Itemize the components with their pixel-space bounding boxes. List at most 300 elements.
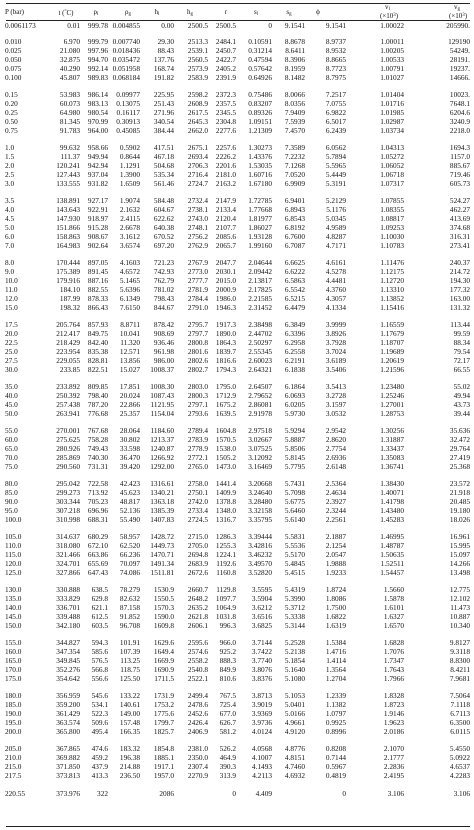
- table-cell: 198.32: [59, 302, 80, 312]
- table-cell: 1.53035: [248, 160, 272, 170]
- table-cell: 2693.4: [187, 151, 208, 161]
- table-cell: 65.0: [5, 443, 18, 453]
- table-cell: 1.38430: [380, 479, 404, 488]
- table-cell: 2706.3: [187, 160, 208, 170]
- table-cell: 621.1: [91, 602, 108, 612]
- table-cell: 91.783: [59, 125, 80, 135]
- table-cell: 3.46232: [248, 549, 272, 559]
- table-cell: 1.1382: [325, 699, 346, 709]
- table-cell: 2606.1: [187, 620, 208, 630]
- column-header-superscript: 3: [462, 13, 465, 18]
- table-cell: 585.6: [91, 646, 108, 656]
- table-cell: 5.9294: [284, 426, 305, 435]
- table-cell: 1731.9: [153, 691, 174, 700]
- table-cell: 2.0186: [383, 726, 404, 736]
- table-cell: 2705.0: [187, 540, 208, 550]
- table-cell: 4.6572: [119, 266, 140, 276]
- table-cell: 6.1864: [284, 382, 305, 391]
- table-cell: 1.02987: [380, 116, 404, 126]
- table-cell: 1816.6: [215, 355, 236, 365]
- table-cell: 1946.3: [215, 302, 236, 312]
- table-cell: 603.5: [91, 620, 108, 630]
- table-cell: 8.1482: [284, 72, 305, 82]
- table-cell: 2163.2: [215, 178, 236, 188]
- table-cell: 3.0: [5, 178, 15, 188]
- table-cell: 1511.81: [150, 567, 174, 577]
- table-cell: 32.875: [59, 54, 80, 64]
- table-cell: 725.4: [219, 699, 236, 709]
- table-cell: 0.30913: [116, 116, 140, 126]
- table-cell: 2762.9: [187, 240, 208, 250]
- table-cell: 184.10: [59, 284, 80, 294]
- table-row: [0, 180, 474, 189]
- table-cell: 8.1959: [284, 63, 305, 73]
- table-cell: 0.75: [5, 125, 18, 135]
- table-cell: 160.0: [5, 646, 22, 656]
- table-cell: 75.0: [5, 461, 18, 471]
- table-cell: 3.9369: [251, 708, 272, 718]
- table-cell: 307.218: [56, 505, 80, 515]
- table-cell: 212.417: [56, 328, 80, 338]
- table-cell: 2047.7: [215, 258, 236, 267]
- table-cell: 697.20: [153, 240, 174, 250]
- table-cell: 127.443: [56, 169, 80, 179]
- table-cell: 6.0: [5, 231, 15, 241]
- table-cell: 72.17: [453, 355, 470, 365]
- table-cell: 1694.3: [449, 143, 470, 152]
- table-cell: 170.444: [56, 258, 80, 267]
- table-cell: 1570.3: [153, 602, 174, 612]
- table-cell: 1.8328: [383, 691, 404, 700]
- table-cell: 2.4195: [383, 770, 404, 780]
- table-cell: 87.158: [119, 602, 140, 612]
- table-cell: 1.00011: [380, 37, 404, 46]
- table-cell: 220.55: [5, 789, 26, 798]
- table-cell: 2.64507: [248, 382, 272, 391]
- table-cell: 1.43376: [248, 151, 272, 161]
- table-cell: 4.0: [5, 204, 15, 214]
- table-cell: 878.42: [153, 320, 174, 329]
- table-cell: 356.959: [56, 691, 80, 700]
- table-cell: 50.0: [5, 408, 18, 418]
- table-cell: 270.001: [56, 426, 80, 435]
- table-cell: 5.3712: [284, 602, 305, 612]
- table-cell: 437.9: [91, 761, 108, 771]
- table-cell: 4.409: [255, 789, 272, 798]
- table-cell: 2758.0: [187, 479, 208, 488]
- table-cell: 215.0: [5, 761, 22, 771]
- table-cell: 13.498: [449, 567, 470, 577]
- table-cell: 303.344: [56, 496, 80, 506]
- table-cell: 275.625: [56, 434, 80, 444]
- table-cell: 2345.5: [215, 107, 236, 117]
- table-cell: 35.636: [449, 426, 470, 435]
- table-cell: 2.17825: [248, 284, 272, 294]
- table-cell: 125.0: [5, 567, 22, 577]
- table-cell: 54249.: [449, 45, 470, 55]
- table-cell: 5.2129: [325, 196, 346, 205]
- table-cell: 605.73: [449, 178, 470, 188]
- column-header-subscript: g: [190, 12, 193, 17]
- table-cell: 986.00: [153, 355, 174, 365]
- column-header: [58, 9, 73, 17]
- table-cell: 229.055: [56, 355, 80, 365]
- table-cell: 1629.6: [153, 638, 174, 647]
- table-cell: 5.0922: [449, 752, 470, 762]
- table-cell: 80.0: [5, 479, 18, 488]
- table-cell: 2672.6: [187, 567, 208, 577]
- table-cell: 55.02: [453, 382, 470, 391]
- row-group: [0, 427, 474, 472]
- column-header-label: s: [253, 8, 257, 16]
- table-cell: 363.574: [56, 717, 80, 727]
- table-cell: 133.22: [119, 691, 140, 700]
- table-cell: 2573.9: [187, 63, 208, 73]
- table-cell: 0.64926: [248, 72, 272, 82]
- table-cell: 2797.1: [187, 399, 208, 409]
- column-header-suffix: ): [395, 12, 399, 20]
- table-cell: 170.0: [5, 664, 22, 674]
- table-cell: 15.0: [5, 302, 18, 312]
- table-cell: 1712.9: [215, 390, 236, 400]
- table-cell: 942.94: [87, 160, 108, 170]
- table-cell: 8.0: [5, 258, 15, 267]
- row-group: [0, 745, 474, 781]
- table-cell: 1530.9: [153, 585, 174, 594]
- table-cell: 1266.92: [150, 452, 174, 462]
- table-cell: 90.0: [5, 496, 18, 506]
- table-cell: 2.5: [5, 169, 15, 179]
- table-cell: 2789.4: [187, 426, 208, 435]
- table-cell: 149.00: [119, 708, 140, 718]
- table-cell: 62.520: [119, 540, 140, 550]
- table-cell: 214.88: [119, 761, 140, 771]
- table-cell: 822.51: [87, 364, 108, 374]
- table-cell: 20.0: [5, 328, 18, 338]
- table-cell: 74.086: [119, 567, 140, 577]
- table-cell: 556.6: [91, 673, 108, 683]
- column-header-suffix: C): [66, 9, 74, 17]
- table-cell: 70.0: [5, 452, 18, 462]
- table-cell: 373.813: [56, 770, 80, 780]
- table-cell: 45.807: [59, 72, 80, 82]
- column-header: [316, 9, 320, 16]
- table-cell: 2.13817: [248, 275, 272, 285]
- table-cell: 60.073: [59, 98, 80, 108]
- table-cell: 6.6625: [284, 258, 305, 267]
- table-cell: 95.0: [5, 505, 18, 515]
- table-cell: 99.59: [453, 328, 470, 338]
- table-cell: 2783.9: [187, 434, 208, 444]
- table-cell: 1.01985: [380, 107, 404, 117]
- table-cell: 1609.8: [153, 620, 174, 630]
- table-cell: 1799.7: [153, 717, 174, 727]
- table-cell: 2675.1: [187, 143, 208, 152]
- column-header: [187, 9, 193, 18]
- column-header: [449, 12, 467, 20]
- table-cell: 5.4319: [284, 585, 305, 594]
- table-cell: 2499.4: [187, 691, 208, 700]
- table-cell: 2257.6: [215, 143, 236, 152]
- table-cell: 1.1291: [119, 160, 140, 170]
- table-cell: 5.3990: [284, 593, 305, 603]
- table-cell: 2085.6: [215, 231, 236, 241]
- table-cell: 1.6822: [325, 611, 346, 621]
- table-cell: 1491.34: [150, 558, 174, 568]
- table-cell: 11.0: [5, 284, 18, 294]
- row-group: [0, 692, 474, 737]
- column-header-label: ϕ: [316, 8, 320, 16]
- table-cell: 762.79: [153, 275, 174, 285]
- table-cell: 14.266: [449, 558, 470, 568]
- table-cell: 6.0115: [450, 726, 470, 736]
- table-cell: 2777.7: [187, 275, 208, 285]
- table-cell: 1.12175: [380, 266, 404, 276]
- table-cell: 781.02: [153, 284, 174, 294]
- table-cell: 2742.0: [187, 496, 208, 506]
- table-cell: 27.5: [5, 355, 18, 365]
- table-cell: 576.5: [91, 655, 108, 665]
- table-cell: 1.03734: [380, 125, 404, 135]
- table-cell: 2307.4: [187, 761, 208, 771]
- table-cell: 1.2704: [325, 673, 346, 683]
- table-cell: 1.7966: [383, 673, 404, 683]
- table-cell: 6.0562: [325, 143, 346, 152]
- table-cell: 1885.1: [153, 752, 174, 762]
- table-cell: 2797.7: [187, 328, 208, 338]
- table-cell: 798.43: [153, 293, 174, 303]
- table-cell: 271.96: [153, 107, 174, 117]
- table-cell: 5.1465: [119, 275, 140, 285]
- row-group: [0, 383, 474, 419]
- table-cell: 1.8086: [325, 593, 346, 603]
- table-cell: 35.0: [5, 382, 18, 391]
- table-cell: 5.8506: [284, 443, 305, 453]
- table-cell: 8.8678: [284, 37, 305, 46]
- table-cell: 2748.1: [187, 222, 208, 232]
- table-cell: 2406.9: [187, 726, 208, 736]
- table-cell: 52.136: [119, 505, 140, 515]
- table-cell: 997.96: [87, 45, 108, 55]
- table-cell: 359.200: [56, 699, 80, 709]
- table-cell: 713.92: [87, 487, 108, 497]
- table-cell: 342.180: [56, 620, 80, 630]
- table-cell: 6.1838: [284, 364, 305, 374]
- table-cell: 367.865: [56, 744, 80, 753]
- table-cell: 1669.9: [153, 655, 174, 665]
- table-cell: 663.86: [87, 549, 108, 559]
- table-cell: 0.25: [5, 107, 18, 117]
- table-cell: 194.30: [449, 275, 470, 285]
- table-cell: 280.926: [56, 443, 80, 453]
- table-cell: 1.40071: [380, 487, 404, 497]
- table-cell: 9.8127: [449, 638, 470, 647]
- table-cell: 719.46: [449, 169, 470, 179]
- table-cell: 1.30256: [380, 426, 404, 435]
- table-cell: 3.9999: [325, 320, 346, 329]
- table-cell: 1407.83: [150, 514, 174, 524]
- table-cell: 1.00205: [380, 45, 404, 55]
- table-cell: 1378.8: [215, 496, 236, 506]
- table-cell: 1.35083: [380, 452, 404, 462]
- column-header: [94, 9, 99, 18]
- table-cell: 1.0: [5, 143, 15, 152]
- table-cell: 5.6140: [284, 514, 305, 524]
- row-group: [0, 533, 474, 578]
- table-cell: 6.8192: [284, 222, 305, 232]
- table-cell: 6.2558: [284, 346, 305, 356]
- table-cell: 1087.43: [150, 390, 174, 400]
- table-cell: 5.3144: [284, 620, 305, 630]
- table-cell: 143.643: [56, 204, 80, 214]
- table-cell: 5.8145: [284, 452, 305, 462]
- table-cell: 1.11476: [380, 258, 404, 267]
- table-cell: 4.8776: [284, 744, 305, 753]
- table-cell: 5.0: [5, 222, 15, 232]
- table-cell: 151.866: [56, 222, 80, 232]
- table-cell: 105.0: [5, 532, 22, 541]
- table-cell: 236.50: [119, 770, 140, 780]
- table-cell: 7.5064: [449, 691, 470, 700]
- table-cell: 0.01: [67, 21, 80, 30]
- table-cell: 129190: [448, 37, 470, 46]
- table-cell: 250.392: [56, 390, 80, 400]
- table-cell: 0.15: [5, 90, 18, 99]
- table-cell: 3.5406: [325, 364, 346, 374]
- table-cell: 168.74: [153, 63, 174, 73]
- table-cell: 2558.2: [187, 655, 208, 665]
- table-cell: 810.6: [219, 673, 236, 683]
- table-cell: 2791.0: [187, 302, 208, 312]
- table-cell: 849.75: [87, 328, 108, 338]
- table-cell: 2773.0: [187, 266, 208, 276]
- table-cell: 120.241: [56, 160, 80, 170]
- table-cell: 6.3849: [284, 320, 305, 329]
- table-cell: 2724.5: [187, 514, 208, 524]
- table-cell: 3.9736: [251, 717, 272, 727]
- table-cell: 210.0: [5, 752, 22, 762]
- table-cell: 2.3927: [325, 496, 346, 506]
- table-cell: 842.40: [87, 337, 108, 347]
- table-cell: 964.00: [87, 125, 108, 135]
- table-cell: 4.1334: [325, 302, 346, 312]
- table-cell: 535.34: [153, 169, 174, 179]
- table-cell: 3.7144: [251, 638, 272, 647]
- table-cell: 3.02667: [248, 434, 272, 444]
- table-cell: 10.041: [119, 328, 140, 338]
- table-cell: 749.43: [87, 443, 108, 453]
- table-cell: 949.94: [87, 151, 108, 161]
- table-cell: 6.7087: [284, 240, 305, 250]
- table-cell: 21.918: [449, 487, 470, 497]
- table-cell: 5.4449: [325, 169, 346, 179]
- row-group: [0, 586, 474, 631]
- table-cell: 8.7975: [325, 72, 346, 82]
- table-cell: 3.28480: [248, 496, 272, 506]
- table-cell: 936.46: [153, 337, 174, 347]
- table-row: [0, 242, 474, 251]
- table-cell: 43.73: [453, 399, 470, 409]
- table-cell: 2.7754: [325, 443, 346, 453]
- table-cell: 3.8376: [251, 673, 272, 683]
- table-cell: 2218.0: [449, 125, 470, 135]
- table-cell: 2583.9: [187, 72, 208, 82]
- table-cell: 524.27: [449, 196, 470, 205]
- table-cell: 223.954: [56, 346, 80, 356]
- table-cell: 9.1541: [325, 21, 346, 30]
- table-cell: 1.60716: [248, 169, 272, 179]
- table-cell: 918.97: [87, 213, 108, 223]
- table-cell: 989.83: [87, 72, 108, 82]
- table-cell: 640.38: [153, 222, 174, 232]
- table-cell: 787.20: [87, 399, 108, 409]
- table-cell: 2662.0: [187, 125, 208, 135]
- table-cell: 902.64: [87, 240, 108, 250]
- table-cell: 179.916: [56, 275, 80, 285]
- table-cell: 1.04313: [380, 143, 404, 152]
- table-cell: 1.50635: [380, 549, 404, 559]
- table-cell: 1008.37: [150, 364, 174, 374]
- table-cell: 352.276: [56, 664, 80, 674]
- table-cell: 2201.6: [215, 160, 236, 170]
- table-cell: 187.99: [59, 293, 80, 303]
- table-cell: 1.72785: [248, 196, 272, 205]
- row-group: [0, 197, 474, 251]
- table-cell: 1675.2: [215, 399, 236, 409]
- table-cell: 28191.: [449, 54, 470, 64]
- table-cell: 15.097: [449, 549, 470, 559]
- table-cell: 361.429: [56, 708, 80, 718]
- table-cell: 15.995: [449, 540, 470, 550]
- table-cell: 85.0: [5, 487, 18, 497]
- table-header: [0, 4, 474, 20]
- table-cell: 887.16: [87, 275, 108, 285]
- table-cell: 992.14: [87, 63, 108, 73]
- table-cell: 233.85: [59, 364, 80, 374]
- table-cell: 1649.4: [153, 646, 174, 656]
- column-header-label: s: [286, 8, 290, 16]
- table-cell: 1.3900: [119, 169, 140, 179]
- table-cell: 285.869: [56, 452, 80, 462]
- table-cell: 5.5831: [284, 532, 305, 541]
- table-cell: 53.983: [59, 90, 80, 99]
- table-cell: 5.8887: [284, 434, 305, 444]
- table-cell: 626.7: [219, 717, 236, 727]
- table-cell: 459.2: [91, 752, 108, 762]
- table-cell: 2.6148: [325, 461, 346, 471]
- table-cell: 2772.1: [187, 452, 208, 462]
- table-cell: 1316.61: [150, 479, 174, 488]
- table-cell: 0.035472: [112, 54, 140, 64]
- table-cell: 5.1854: [284, 655, 305, 665]
- table-cell: 1.6570: [383, 620, 404, 630]
- table-cell: 25.0: [5, 346, 18, 356]
- table-cell: 4.1603: [119, 258, 140, 267]
- table-cell: 1986.0: [215, 293, 236, 303]
- table-cell: 3.20668: [248, 479, 272, 488]
- table-cell: 5.1176: [326, 204, 346, 214]
- table-cell: 1.93128: [248, 231, 272, 241]
- table-cell: 273.41: [449, 240, 470, 250]
- table-cell: 1.19689: [380, 346, 404, 356]
- table-cell: 339.488: [56, 611, 80, 621]
- table-cell: 82.632: [119, 593, 140, 603]
- table-cell: 150.0: [5, 620, 22, 630]
- table-cell: 310.998: [56, 514, 80, 524]
- table-cell: 0.100: [5, 72, 22, 82]
- table-cell: 705.23: [87, 496, 108, 506]
- table-cell: 22.866: [119, 399, 140, 409]
